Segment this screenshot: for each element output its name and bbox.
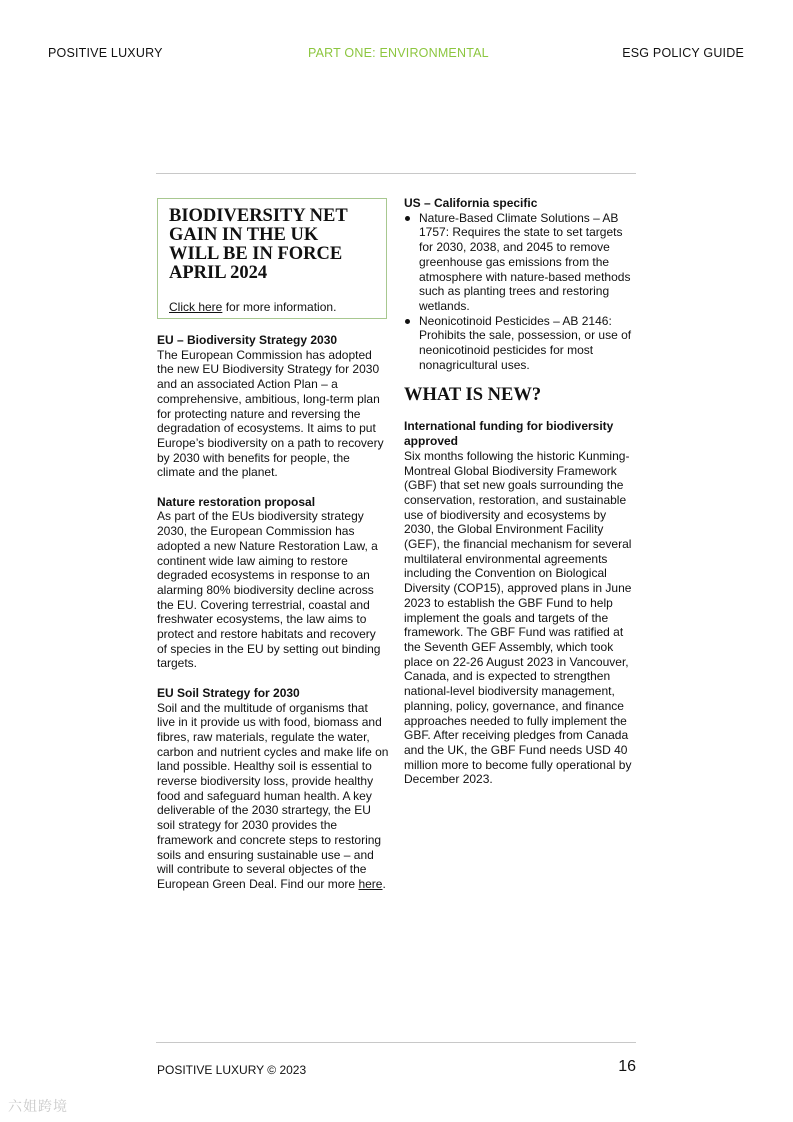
funding-heading: International funding for biodiversity approved: [404, 419, 614, 449]
bullet-item: Nature-Based Climate Solutions – AB 1757: Requires the state to set targets for 2030, 2038, and 2045 to remove greenhouse gas emissions from the atmosphere with nature-based methods such as planting trees and restoring wetlands.: [404, 211, 636, 314]
nature-restoration-heading: Nature restoration proposal: [157, 494, 316, 509]
page-number: 16: [618, 1058, 636, 1075]
watermark-logo: 六姐跨境: [8, 1098, 68, 1114]
eu-strategy-heading: EU – Biodiversity Strategy 2030: [157, 333, 338, 347]
callout-text: [169, 300, 375, 314]
soil-strategy-heading: EU Soil Strategy for 2030: [157, 685, 300, 700]
nature-restoration-section: [157, 495, 389, 671]
bullet-item: Neonicotinoid Pesticides – AB 2146: Prohibits the sale, possession, or use of neonicotinoid pesticides for most nonagricultural uses.: [404, 314, 636, 373]
left-column: [157, 333, 389, 906]
header-section-title: PART ONE: ENVIRONMENTAL: [308, 46, 489, 60]
soil-strategy-here-link[interactable]: here: [358, 876, 383, 891]
eu-strategy-body: The European Commission has adopted the new EU Biodiversity Strategy for 2030 and an associated Action Plan – a comprehensive, ambitious, long-term plan for protecting nature and reversing the degradation of ecosystems. It aims to put Europe’s biodiversity on a path to recovery by 2030 with benefits for people, the climate and the planet.: [157, 347, 384, 480]
callout-title: BIODIVERSITY NET GAIN IN THE UK WILL BE IN FORCE APRIL 2024: [169, 206, 348, 283]
california-bullet-list: [404, 211, 636, 373]
soil-strategy-section: [157, 686, 389, 892]
header-document-title: ESG POLICY GUIDE: [622, 46, 744, 60]
california-section: [404, 196, 636, 372]
top-divider: [156, 173, 636, 174]
bottom-divider: [156, 1042, 636, 1043]
click-here-link[interactable]: Click here: [169, 300, 223, 314]
header-brand: POSITIVE LUXURY: [48, 46, 163, 60]
right-column: [404, 196, 636, 787]
soil-strategy-body: [157, 701, 389, 892]
funding-body: Six months following the historic Kunming-Montreal Global Biodiversity Framework (GBF) that set new goals surrounding the conservation, restoration, and sustainable use of biodiversity and ecosystems by 2030, the Global Environment Facility (GEF), the financial mechanism for several multilateral environmental agreements including the Convention on Biological Diversity (COP15), approved plans in June 2023 to establish the GBF Fund to help implement the goals and targets of the framework. The GBF Fund was ratified at the Seventh GEF Assembly, which took place on 22-26 August 2023 in Vancouver, Canada, and is expected to strengthen national-level biodiversity management, planning, policy, governance, and finance approaches needed to fully implement the GBF. After receiving pledges from Canada and the UK, the GBF Fund needs USD 40 million more to become fully operational by December 2023.: [404, 448, 632, 787]
callout-rest-text: for more information.: [222, 300, 337, 314]
whats-new-heading: WHAT IS NEW?: [404, 385, 542, 406]
funding-section: [404, 419, 636, 787]
nature-restoration-body: As part of the EUs biodiversity strategy 2030, the European Commission has adopted a new Nature Restoration Law, a continent wide law aiming to restore degraded ecosystems in response to an alarming 80% biodiversity decline across the EU. Covering terrestrial, coastal and freshwater ecosystems, the law aims to protect and restore habitats and recovery of species in the EU by setting out binding targets.: [157, 509, 381, 671]
soil-strategy-text: Soil and the multitude of organisms that live in it provide us with food, biomass and fibres, raw materials, regulate the water, carbon and nutrient cycles and make life on land possible. Healthy soil is essential to reverse biodiversity loss, provide healthy food and safeguard human health. A key deliverable of the 2030 strartegy, the EU soil strategy for 2030 provides the framework and concrete steps to restoring soils and ensuring sustainable use – and will contribute to several objectes of the European Green Deal. Find our more: [157, 700, 389, 891]
soil-strategy-period: .: [382, 876, 386, 891]
eu-strategy-section: [157, 333, 389, 480]
footer-copyright: POSITIVE LUXURY © 2023: [157, 1063, 307, 1077]
california-heading: US – California specific: [404, 196, 538, 210]
callout-box: [157, 198, 387, 319]
